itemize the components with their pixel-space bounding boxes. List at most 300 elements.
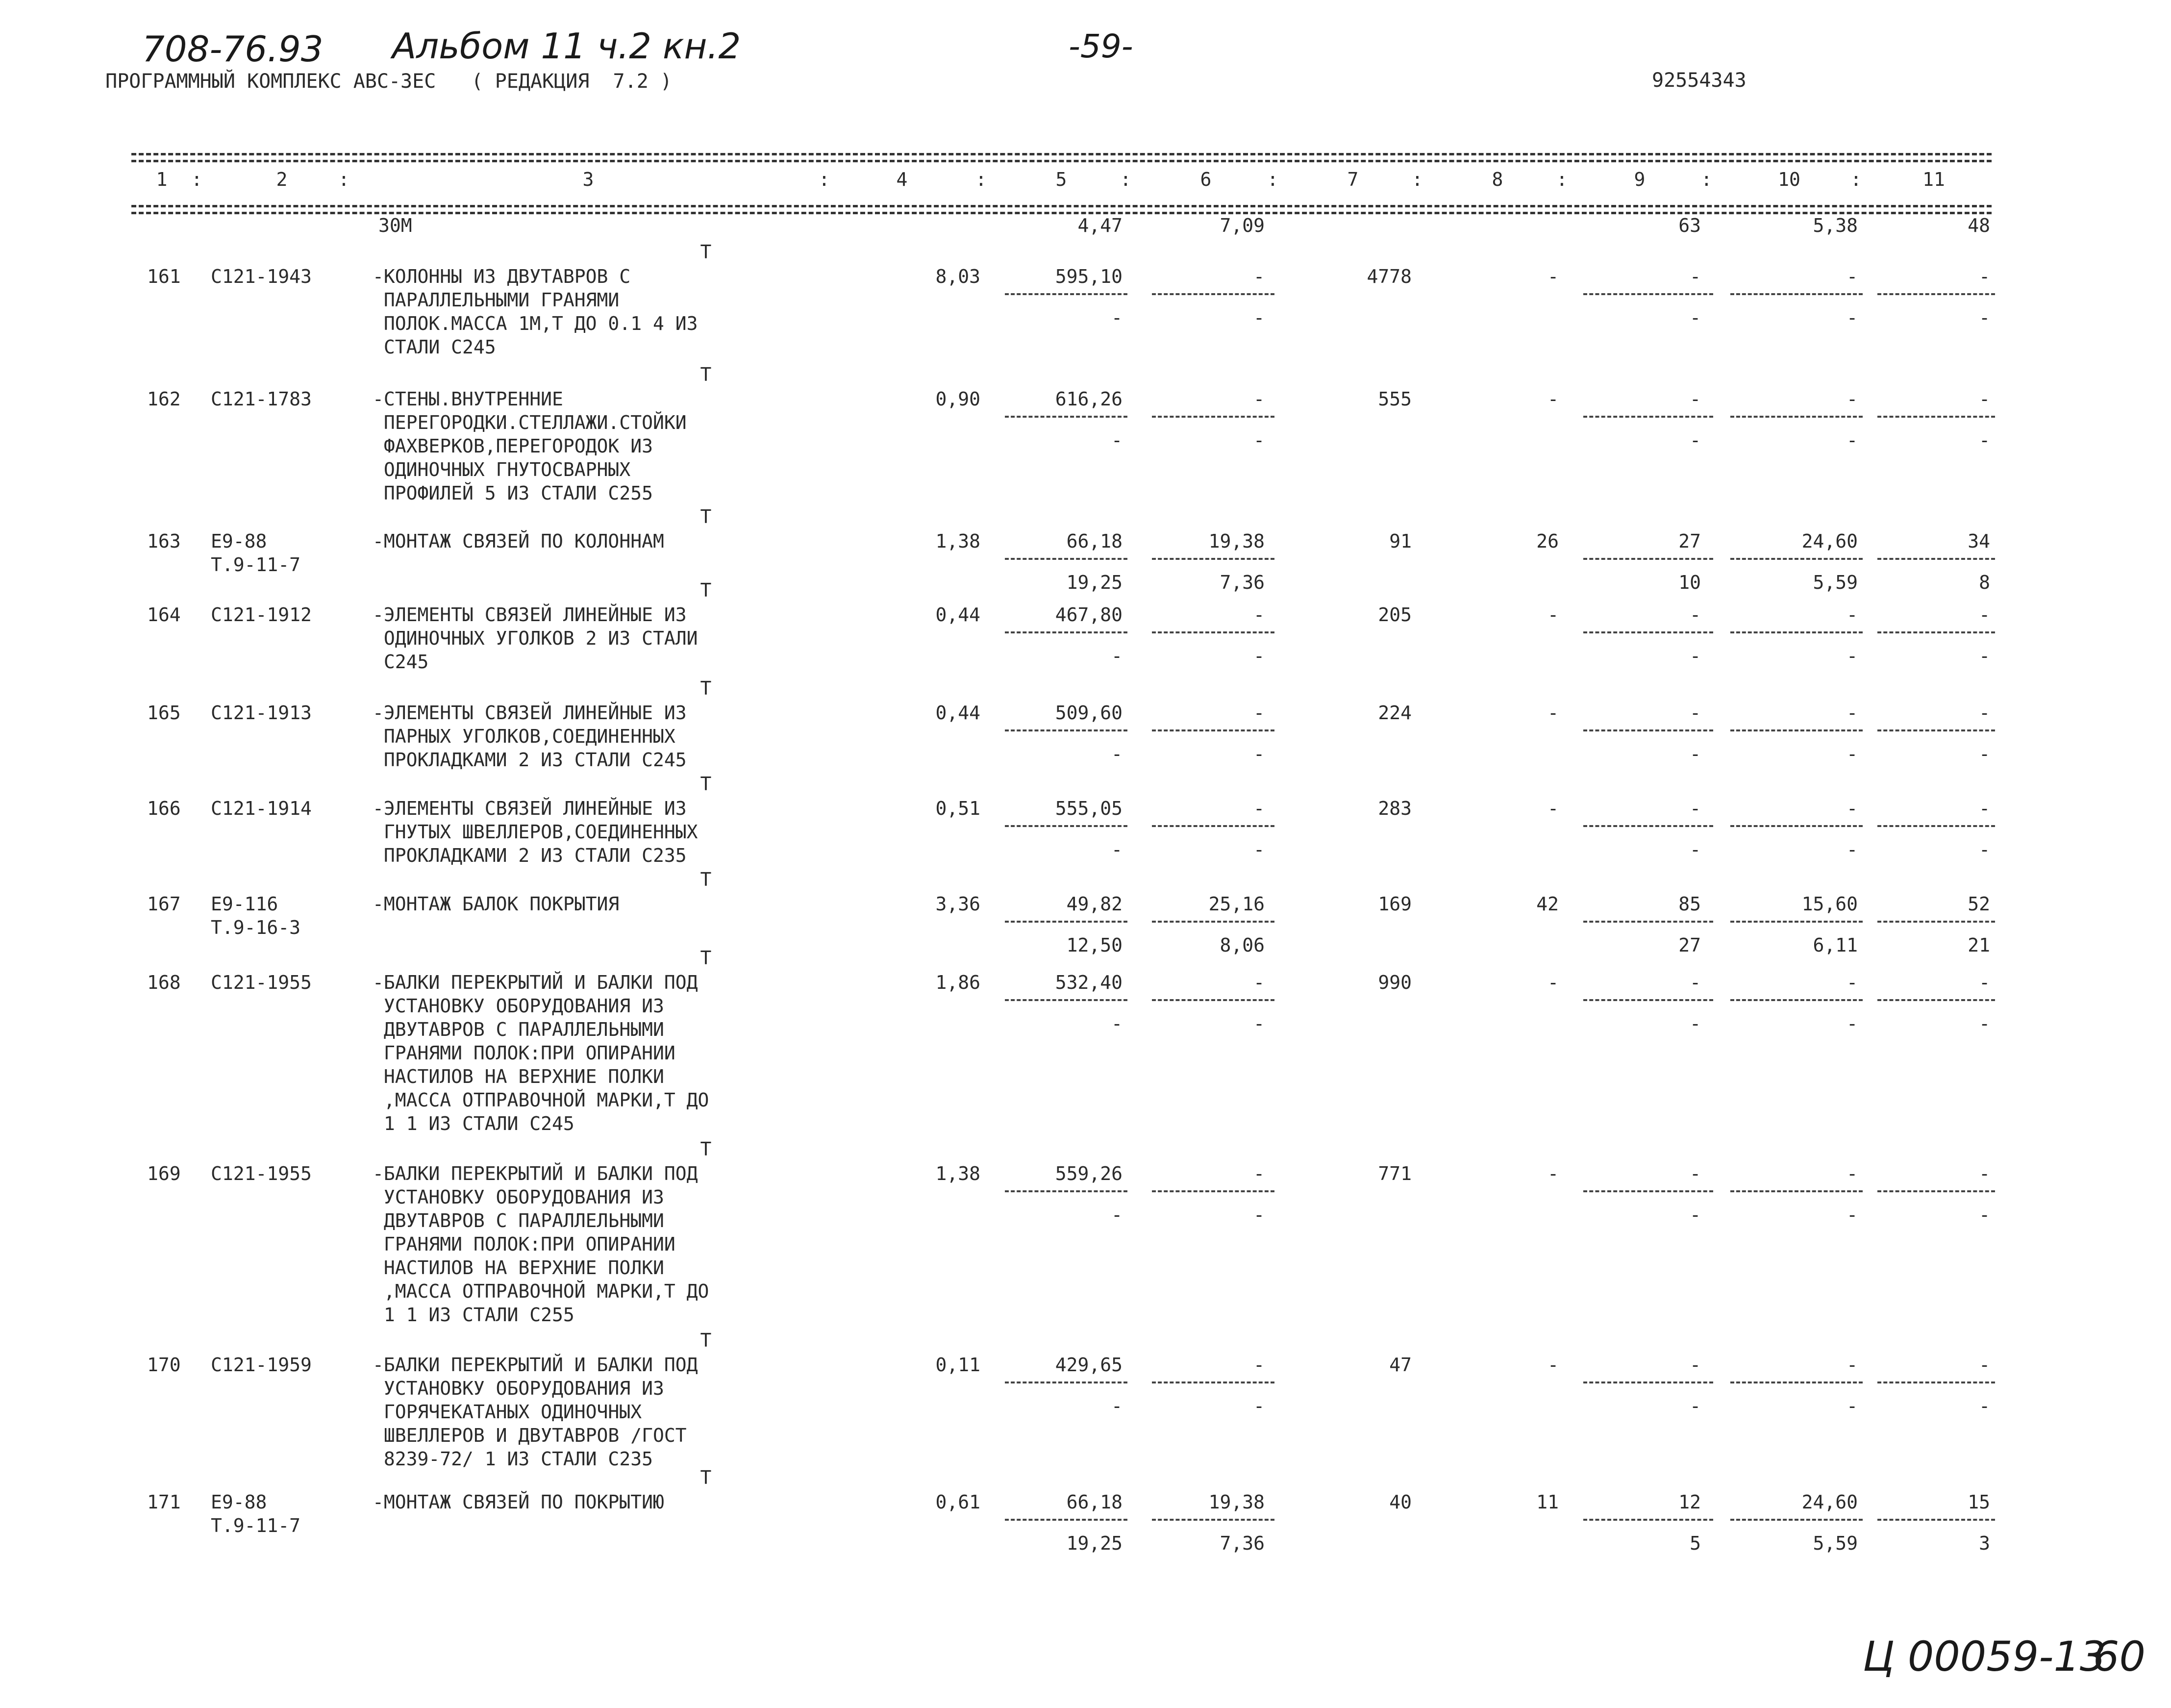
col11-value: - <box>1979 972 1990 993</box>
cell-separator <box>1877 825 1995 827</box>
col7-value: 4778 <box>1367 266 1412 287</box>
col10-sub: 6,11 <box>1813 934 1858 956</box>
cell-separator <box>1583 293 1713 295</box>
col6-value: 25,16 <box>1208 893 1265 915</box>
column-divider: : <box>1850 169 1862 190</box>
row-description: ГРАНЯМИ ПОЛОК:ПРИ ОПИРАНИИ <box>373 1042 675 1064</box>
col10-sub: 5,59 <box>1813 1532 1858 1554</box>
col7-value: 990 <box>1378 972 1412 993</box>
row-number: 167 <box>147 893 181 915</box>
unit-marker: Т <box>700 1138 712 1160</box>
row-number: 169 <box>147 1163 181 1184</box>
col10-sub: - <box>1847 839 1858 860</box>
row-description: ОДИНОЧНЫХ ГНУТОСВАРНЫХ <box>373 459 631 480</box>
cell-separator <box>1730 293 1863 295</box>
cell-separator <box>1583 416 1713 418</box>
cell-separator <box>1877 631 1995 633</box>
col7-value: 771 <box>1378 1163 1412 1184</box>
col5-sub: - <box>1111 743 1123 765</box>
cell-separator <box>1005 825 1127 827</box>
row-description: ДВУТАВРОВ С ПАРАЛЛЕЛЬНЫМИ <box>373 1019 664 1040</box>
row-description: ПЕРЕГОРОДКИ.СТЕЛЛАЖИ.СТОЙКИ <box>373 412 687 433</box>
row-code: Т.9-11-7 <box>211 1515 301 1536</box>
carry-col11: 48 <box>1968 215 1990 236</box>
cell-separator <box>1730 558 1863 560</box>
col6-sub: - <box>1253 1204 1265 1226</box>
col5-sub: 19,25 <box>1066 1532 1123 1554</box>
column-header: 6 <box>1200 169 1212 190</box>
cell-separator <box>1730 999 1863 1001</box>
cell-separator <box>1730 1190 1863 1192</box>
col9-sub: - <box>1690 1204 1701 1226</box>
col4-value: 0,90 <box>935 388 980 410</box>
row-description: ПРОКЛАДКАМИ 2 ИЗ СТАЛИ С235 <box>373 845 687 866</box>
cell-separator <box>1583 921 1713 923</box>
col6-sub: 7,36 <box>1220 572 1265 593</box>
col4-value: 1,38 <box>935 530 980 552</box>
row-code: Е9-88 <box>211 1491 267 1513</box>
cell-separator <box>1152 293 1274 295</box>
program-line: ПРОГРАММНЫЙ КОМПЛЕКС АВС-3ЕС ( РЕДАКЦИЯ 7.2 ) <box>105 70 672 93</box>
col5-value: 595,10 <box>1055 266 1123 287</box>
column-divider: : <box>1701 169 1712 190</box>
unit-marker: Т <box>700 869 712 890</box>
row-code: С121-1912 <box>211 604 312 626</box>
row-description: 8239-72/ 1 ИЗ СТАЛИ С235 <box>373 1448 653 1470</box>
col6-sub: - <box>1253 743 1265 765</box>
row-number: 163 <box>147 530 181 552</box>
col7-value: 47 <box>1389 1354 1412 1376</box>
col9-sub: 27 <box>1678 934 1701 956</box>
col6-sub: - <box>1253 1013 1265 1034</box>
cell-separator <box>1583 1190 1713 1192</box>
row-code: Е9-116 <box>211 893 278 915</box>
row-description: 1 1 ИЗ СТАЛИ С255 <box>373 1304 574 1326</box>
col4-value: 0,61 <box>935 1491 980 1513</box>
col11-value: - <box>1979 1354 1990 1376</box>
column-header: 10 <box>1778 169 1800 190</box>
col5-sub: - <box>1111 839 1123 860</box>
cell-separator <box>1877 293 1995 295</box>
col5-sub: - <box>1111 645 1123 667</box>
row-description: ГНУТЫХ ШВЕЛЛЕРОВ,СОЕДИНЕННЫХ <box>373 821 698 843</box>
col6-value: 19,38 <box>1208 530 1265 552</box>
row-number: 171 <box>147 1491 181 1513</box>
col11-sub: 8 <box>1979 572 1990 593</box>
col10-value: - <box>1847 266 1858 287</box>
column-divider: : <box>1556 169 1568 190</box>
col7-value: 283 <box>1378 798 1412 819</box>
page-number: -59- <box>1069 27 1133 65</box>
cell-separator <box>1152 416 1274 418</box>
cell-separator <box>1583 1381 1713 1383</box>
col10-sub: - <box>1847 1204 1858 1226</box>
cell-separator <box>1877 729 1995 731</box>
col11-value: 34 <box>1968 530 1990 552</box>
col10-value: - <box>1847 1354 1858 1376</box>
col4-value: 0,44 <box>935 604 980 626</box>
cell-separator <box>1877 921 1995 923</box>
cell-separator <box>1152 729 1274 731</box>
col11-sub: - <box>1979 1013 1990 1034</box>
document-code: 92554343 <box>1652 69 1747 92</box>
row-code: С121-1959 <box>211 1354 312 1376</box>
table-header-rule <box>131 205 1992 207</box>
cell-separator <box>1583 631 1713 633</box>
row-description: С245 <box>373 651 429 673</box>
carry-col5: 4,47 <box>1077 215 1123 236</box>
unit-marker: Т <box>700 506 712 527</box>
row-description: -СТЕНЫ.ВНУТРЕННИЕ <box>373 388 563 410</box>
col7-value: 205 <box>1378 604 1412 626</box>
col4-value: 0,51 <box>935 798 980 819</box>
column-header: 1 <box>156 169 168 190</box>
row-description: ГОРЯЧЕКАТАНЫХ ОДИНОЧНЫХ <box>373 1401 642 1423</box>
row-description: СТАЛИ С245 <box>373 336 496 358</box>
row-code: Т.9-11-7 <box>211 554 301 576</box>
row-description: -ЭЛЕМЕНТЫ СВЯЗЕЙ ЛИНЕЙНЫЕ ИЗ <box>373 604 687 626</box>
row-code: С121-1913 <box>211 702 312 724</box>
col9-value: - <box>1690 266 1701 287</box>
unit-marker: Т <box>700 1467 712 1488</box>
row-description: ПАРАЛЛЕЛЬНЫМИ ГРАНЯМИ <box>373 289 620 311</box>
col5-value: 559,26 <box>1055 1163 1123 1184</box>
col10-sub: - <box>1847 743 1858 765</box>
col6-value: - <box>1253 702 1265 724</box>
col11-value: - <box>1979 798 1990 819</box>
col6-value: - <box>1253 388 1265 410</box>
cell-separator <box>1005 1519 1127 1521</box>
cell-separator <box>1583 999 1713 1001</box>
unit-marker: Т <box>700 678 712 699</box>
col5-sub: - <box>1111 307 1123 328</box>
column-header: 2 <box>276 169 288 190</box>
row-number: 165 <box>147 702 181 724</box>
col5-value: 467,80 <box>1055 604 1123 626</box>
col4-value: 0,11 <box>935 1354 980 1376</box>
col6-value: 19,38 <box>1208 1491 1265 1513</box>
row-description: ПРОФИЛЕЙ 5 ИЗ СТАЛИ С255 <box>373 482 653 504</box>
col9-value: 12 <box>1678 1491 1701 1513</box>
col5-value: 555,05 <box>1055 798 1123 819</box>
col11-sub: - <box>1979 307 1990 328</box>
col10-sub: - <box>1847 1395 1858 1417</box>
row-number: 162 <box>147 388 181 410</box>
col8-value: 42 <box>1536 893 1559 915</box>
col4-value: 0,44 <box>935 702 980 724</box>
row-number: 161 <box>147 266 181 287</box>
row-description: ОДИНОЧНЫХ УГОЛКОВ 2 ИЗ СТАЛИ <box>373 628 698 649</box>
row-description: УСТАНОВКУ ОБОРУДОВАНИЯ ИЗ <box>373 995 664 1017</box>
row-number: 168 <box>147 972 181 993</box>
col5-sub: 19,25 <box>1066 572 1123 593</box>
row-description: НАСТИЛОВ НА ВЕРХНИЕ ПОЛКИ <box>373 1066 664 1087</box>
col11-sub: 3 <box>1979 1532 1990 1554</box>
cell-separator <box>1877 416 1995 418</box>
row-description: УСТАНОВКУ ОБОРУДОВАНИЯ ИЗ <box>373 1378 664 1399</box>
cell-separator <box>1005 558 1127 560</box>
unit-marker: Т <box>700 364 712 385</box>
row-description: ГРАНЯМИ ПОЛОК:ПРИ ОПИРАНИИ <box>373 1233 675 1255</box>
col8-value: - <box>1547 972 1559 993</box>
col11-value: - <box>1979 266 1990 287</box>
row-number: 164 <box>147 604 181 626</box>
cell-separator <box>1152 1519 1274 1521</box>
cell-separator <box>1583 825 1713 827</box>
col10-value: - <box>1847 388 1858 410</box>
col10-value: 24,60 <box>1801 530 1858 552</box>
col6-sub: - <box>1253 307 1265 328</box>
col10-value: - <box>1847 972 1858 993</box>
row-description: УСТАНОВКУ ОБОРУДОВАНИЯ ИЗ <box>373 1186 664 1208</box>
col11-value: 15 <box>1968 1491 1990 1513</box>
col7-value: 169 <box>1378 893 1412 915</box>
col9-sub: 5 <box>1690 1532 1701 1554</box>
row-code: Т.9-16-3 <box>211 917 301 938</box>
unit-marker: Т <box>700 947 712 969</box>
carry-col6: 7,09 <box>1220 215 1265 236</box>
cell-separator <box>1152 558 1274 560</box>
cell-separator <box>1152 999 1274 1001</box>
col5-value: 509,60 <box>1055 702 1123 724</box>
column-header: 9 <box>1634 169 1646 190</box>
cell-separator <box>1877 558 1995 560</box>
row-description: -ЭЛЕМЕНТЫ СВЯЗЕЙ ЛИНЕЙНЫЕ ИЗ <box>373 798 687 819</box>
col10-sub: - <box>1847 1013 1858 1034</box>
column-divider: : <box>1120 169 1131 190</box>
column-header: 5 <box>1055 169 1067 190</box>
column-header: 7 <box>1347 169 1359 190</box>
col6-sub: - <box>1253 1395 1265 1417</box>
col8-value: - <box>1547 1354 1559 1376</box>
col9-sub: - <box>1690 743 1701 765</box>
cell-separator <box>1005 631 1127 633</box>
col8-value: - <box>1547 266 1559 287</box>
col8-value: - <box>1547 702 1559 724</box>
col5-sub: - <box>1111 1204 1123 1226</box>
table-top-rule-2 <box>131 160 1992 162</box>
col8-value: - <box>1547 798 1559 819</box>
column-header: 3 <box>582 169 594 190</box>
col10-sub: - <box>1847 429 1858 451</box>
col9-value: - <box>1690 798 1701 819</box>
carry-description: 30М <box>378 215 412 236</box>
unit-marker: Т <box>700 579 712 601</box>
col9-value: 85 <box>1678 893 1701 915</box>
cell-separator <box>1583 558 1713 560</box>
cell-separator <box>1730 1519 1863 1521</box>
cell-separator <box>1152 1381 1274 1383</box>
col9-sub: 10 <box>1678 572 1701 593</box>
col9-sub: - <box>1690 645 1701 667</box>
row-description: ,МАССА ОТПРАВОЧНОЙ МАРКИ,Т ДО <box>373 1089 709 1111</box>
archive-stamp: Ц 00059-13 <box>1863 1633 2106 1681</box>
col9-sub: - <box>1690 307 1701 328</box>
row-description: 1 1 ИЗ СТАЛИ С245 <box>373 1113 574 1134</box>
col9-sub: - <box>1690 839 1701 860</box>
cell-separator <box>1730 631 1863 633</box>
cell-separator <box>1152 1190 1274 1192</box>
cell-separator <box>1152 631 1274 633</box>
col5-value: 616,26 <box>1055 388 1123 410</box>
col8-value: - <box>1547 1163 1559 1184</box>
row-description: -БАЛКИ ПЕРЕКРЫТИЙ И БАЛКИ ПОД <box>373 1163 698 1184</box>
col10-value: - <box>1847 604 1858 626</box>
cell-separator <box>1583 1519 1713 1521</box>
col11-sub: - <box>1979 1395 1990 1417</box>
col6-value: - <box>1253 798 1265 819</box>
col5-value: 66,18 <box>1066 1491 1123 1513</box>
col9-value: - <box>1690 604 1701 626</box>
col9-value: - <box>1690 1354 1701 1376</box>
col11-value: 52 <box>1968 893 1990 915</box>
col5-value: 429,65 <box>1055 1354 1123 1376</box>
column-header: 11 <box>1922 169 1945 190</box>
col11-value: - <box>1979 604 1990 626</box>
row-description: ПРОКЛАДКАМИ 2 ИЗ СТАЛИ С245 <box>373 749 687 771</box>
col6-sub: - <box>1253 429 1265 451</box>
col6-sub: - <box>1253 839 1265 860</box>
col9-value: 27 <box>1678 530 1701 552</box>
row-description: ПАРНЫХ УГОЛКОВ,СОЕДИНЕННЫХ <box>373 726 675 747</box>
col10-sub: - <box>1847 307 1858 328</box>
col11-sub: - <box>1979 1204 1990 1226</box>
col11-value: - <box>1979 388 1990 410</box>
cell-separator <box>1877 1381 1995 1383</box>
col9-sub: - <box>1690 1013 1701 1034</box>
row-description: ДВУТАВРОВ С ПАРАЛЛЕЛЬНЫМИ <box>373 1210 664 1231</box>
col6-value: - <box>1253 266 1265 287</box>
unit-marker: Т <box>700 1330 712 1351</box>
column-divider: : <box>975 169 987 190</box>
col9-sub: - <box>1690 429 1701 451</box>
col5-sub: 12,50 <box>1066 934 1123 956</box>
cell-separator <box>1005 293 1127 295</box>
col11-sub: - <box>1979 429 1990 451</box>
col10-value: 15,60 <box>1801 893 1858 915</box>
col4-value: 1,86 <box>935 972 980 993</box>
column-divider: : <box>338 169 349 190</box>
column-divider: : <box>1412 169 1423 190</box>
row-description: ФАХВЕРКОВ,ПЕРЕГОРОДОК ИЗ <box>373 435 653 457</box>
cell-separator <box>1005 416 1127 418</box>
row-description: -МОНТАЖ СВЯЗЕЙ ПО КОЛОННАМ <box>373 530 664 552</box>
cell-separator <box>1730 825 1863 827</box>
row-description: -МОНТАЖ БАЛОК ПОКРЫТИЯ <box>373 893 620 915</box>
col6-value: - <box>1253 1354 1265 1376</box>
row-description: -КОЛОННЫ ИЗ ДВУТАВРОВ С <box>373 266 631 287</box>
col6-sub: 7,36 <box>1220 1532 1265 1554</box>
unit-marker: Т <box>700 241 712 263</box>
row-number: 170 <box>147 1354 181 1376</box>
cell-separator <box>1877 1190 1995 1192</box>
row-code: Е9-88 <box>211 530 267 552</box>
column-divider: : <box>1267 169 1278 190</box>
album-title: Альбом 11 ч.2 кн.2 <box>392 25 741 67</box>
unit-marker: Т <box>700 773 712 795</box>
cell-separator <box>1730 416 1863 418</box>
row-number: 166 <box>147 798 181 819</box>
col6-value: - <box>1253 1163 1265 1184</box>
cell-separator <box>1730 729 1863 731</box>
cell-separator <box>1730 921 1863 923</box>
col11-sub: 21 <box>1968 934 1990 956</box>
cell-separator <box>1730 1381 1863 1383</box>
row-code: С121-1914 <box>211 798 312 819</box>
col7-value: 91 <box>1389 530 1412 552</box>
col10-sub: 5,59 <box>1813 572 1858 593</box>
row-description: НАСТИЛОВ НА ВЕРХНИЕ ПОЛКИ <box>373 1257 664 1279</box>
col5-sub: - <box>1111 1395 1123 1417</box>
col11-value: - <box>1979 702 1990 724</box>
row-description: -БАЛКИ ПЕРЕКРЫТИЙ И БАЛКИ ПОД <box>373 1354 698 1376</box>
col8-value: - <box>1547 604 1559 626</box>
col9-sub: - <box>1690 1395 1701 1417</box>
cell-separator <box>1152 921 1274 923</box>
row-code: С121-1943 <box>211 266 312 287</box>
cell-separator <box>1583 729 1713 731</box>
col11-value: - <box>1979 1163 1990 1184</box>
column-divider: : <box>191 169 202 190</box>
col8-value: 11 <box>1536 1491 1559 1513</box>
col11-sub: - <box>1979 743 1990 765</box>
row-code: С121-1783 <box>211 388 312 410</box>
col5-value: 532,40 <box>1055 972 1123 993</box>
col11-sub: - <box>1979 839 1990 860</box>
col9-value: - <box>1690 388 1701 410</box>
col5-value: 49,82 <box>1066 893 1123 915</box>
column-divider: : <box>819 169 830 190</box>
carry-col9: 63 <box>1678 215 1701 236</box>
col10-value: - <box>1847 798 1858 819</box>
col4-value: 3,36 <box>935 893 980 915</box>
cell-separator <box>1877 999 1995 1001</box>
carry-col10: 5,38 <box>1813 215 1858 236</box>
col9-value: - <box>1690 972 1701 993</box>
col7-value: 224 <box>1378 702 1412 724</box>
row-code: С121-1955 <box>211 972 312 993</box>
col4-value: 1,38 <box>935 1163 980 1184</box>
col6-sub: - <box>1253 645 1265 667</box>
col6-value: - <box>1253 604 1265 626</box>
col5-sub: - <box>1111 429 1123 451</box>
cell-separator <box>1877 1519 1995 1521</box>
cell-separator <box>1005 1381 1127 1383</box>
col6-sub: 8,06 <box>1220 934 1265 956</box>
row-description: -МОНТАЖ СВЯЗЕЙ ПО ПОКРЫТИЮ <box>373 1491 664 1513</box>
col8-value: - <box>1547 388 1559 410</box>
col9-value: - <box>1690 702 1701 724</box>
doc-number: 708-76.93 <box>142 28 324 70</box>
col10-value: - <box>1847 702 1858 724</box>
row-description: ШВЕЛЛЕРОВ И ДВУТАВРОВ /ГОСТ <box>373 1425 687 1446</box>
col10-sub: - <box>1847 645 1858 667</box>
cell-separator <box>1005 729 1127 731</box>
col4-value: 8,03 <box>935 266 980 287</box>
column-header: 8 <box>1492 169 1503 190</box>
cell-separator <box>1005 999 1127 1001</box>
col7-value: 555 <box>1378 388 1412 410</box>
row-description: -ЭЛЕМЕНТЫ СВЯЗЕЙ ЛИНЕЙНЫЕ ИЗ <box>373 702 687 724</box>
col10-value: 24,60 <box>1801 1491 1858 1513</box>
sheet-number: 60 <box>2093 1633 2146 1681</box>
column-header: 4 <box>896 169 908 190</box>
cell-separator <box>1005 921 1127 923</box>
col8-value: 26 <box>1536 530 1559 552</box>
col9-value: - <box>1690 1163 1701 1184</box>
cell-separator <box>1152 825 1274 827</box>
col7-value: 40 <box>1389 1491 1412 1513</box>
